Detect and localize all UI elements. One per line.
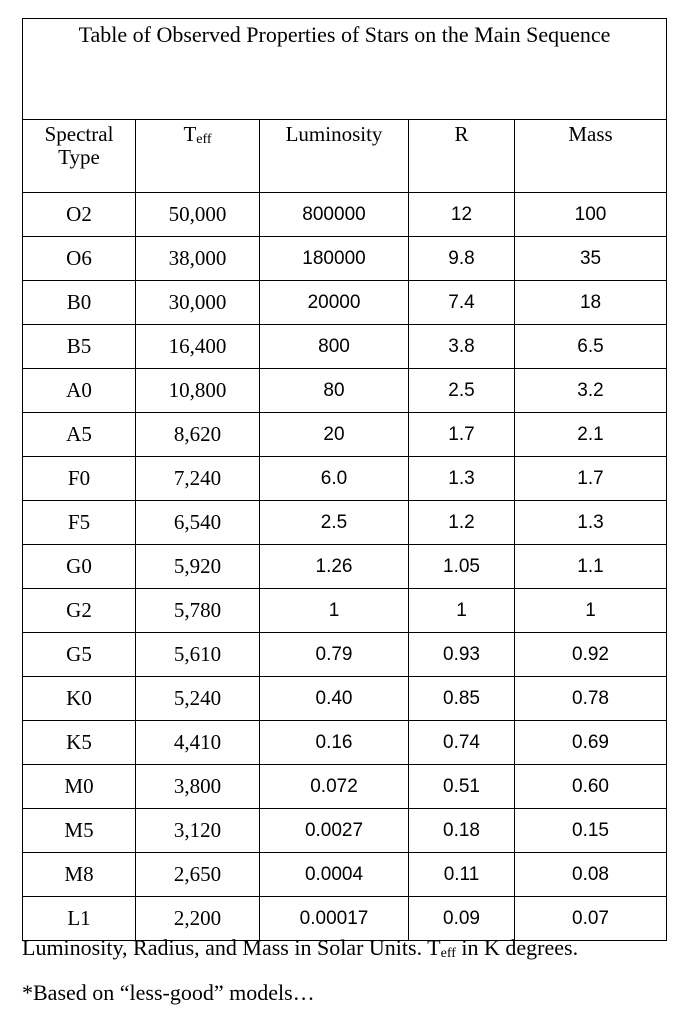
cell-teff: 30,000 — [136, 281, 260, 325]
cell-mass: 0.92 — [515, 633, 667, 677]
cell-mass: 35 — [515, 237, 667, 281]
footnote-units-end: in K degrees. — [455, 935, 579, 960]
cell-mass: 6.5 — [515, 325, 667, 369]
cell-teff: 50,000 — [136, 193, 260, 237]
cell-teff: 10,800 — [136, 369, 260, 413]
cell-luminosity: 800000 — [260, 193, 409, 237]
cell-luminosity: 180000 — [260, 237, 409, 281]
cell-teff: 5,920 — [136, 545, 260, 589]
cell-mass: 0.78 — [515, 677, 667, 721]
cell-luminosity: 800 — [260, 325, 409, 369]
cell-radius: 0.09 — [409, 897, 515, 941]
cell-spectral-type: K5 — [23, 721, 136, 765]
cell-mass: 0.07 — [515, 897, 667, 941]
table-row — [23, 633, 667, 677]
table-row — [23, 897, 667, 941]
footnote-models: *Based on “less-good” models… — [22, 980, 315, 1005]
cell-radius: 1.3 — [409, 457, 515, 501]
header-teff-main: T — [183, 122, 197, 146]
table-row — [23, 369, 667, 413]
table-row — [23, 281, 667, 325]
cell-luminosity: 20 — [260, 413, 409, 457]
table-row — [23, 677, 667, 721]
cell-teff: 2,650 — [136, 853, 260, 897]
cell-radius: 1.05 — [409, 545, 515, 589]
cell-mass: 2.1 — [515, 413, 667, 457]
cell-spectral-type: B0 — [23, 281, 136, 325]
cell-luminosity: 1 — [260, 589, 409, 633]
cell-radius: 7.4 — [409, 281, 515, 325]
cell-mass: 0.60 — [515, 765, 667, 809]
cell-teff: 16,400 — [136, 325, 260, 369]
cell-spectral-type: A5 — [23, 413, 136, 457]
cell-luminosity: 2.5 — [260, 501, 409, 545]
header-spectral-type — [23, 120, 136, 193]
cell-luminosity: 0.79 — [260, 633, 409, 677]
cell-luminosity: 80 — [260, 369, 409, 413]
cell-radius: 0.93 — [409, 633, 515, 677]
cell-radius: 1.7 — [409, 413, 515, 457]
document — [22, 18, 666, 941]
table-row — [23, 193, 667, 237]
cell-radius: 1.2 — [409, 501, 515, 545]
cell-teff: 8,620 — [136, 413, 260, 457]
table-title: Table of Observed Properties of Stars on the Main Sequence — [23, 19, 667, 120]
cell-spectral-type: O2 — [23, 193, 136, 237]
header-spectral-line2: Type — [58, 145, 100, 169]
table-row — [23, 237, 667, 281]
table-row — [23, 765, 667, 809]
cell-spectral-type: O6 — [23, 237, 136, 281]
cell-mass: 3.2 — [515, 369, 667, 413]
header-teff — [136, 120, 260, 193]
cell-radius: 0.11 — [409, 853, 515, 897]
cell-radius: 3.8 — [409, 325, 515, 369]
cell-radius: 0.18 — [409, 809, 515, 853]
cell-spectral-type: K0 — [23, 677, 136, 721]
cell-mass: 100 — [515, 193, 667, 237]
cell-teff: 3,800 — [136, 765, 260, 809]
cell-luminosity: 20000 — [260, 281, 409, 325]
cell-luminosity: 0.16 — [260, 721, 409, 765]
cell-spectral-type: G2 — [23, 589, 136, 633]
cell-spectral-type: F5 — [23, 501, 136, 545]
cell-teff: 38,000 — [136, 237, 260, 281]
cell-mass: 1.7 — [515, 457, 667, 501]
footnote-units-text: Luminosity, Radius, and Mass in Solar Units. T — [22, 935, 441, 960]
cell-radius: 0.51 — [409, 765, 515, 809]
title-row — [23, 19, 667, 120]
cell-luminosity: 6.0 — [260, 457, 409, 501]
cell-spectral-type: A0 — [23, 369, 136, 413]
cell-spectral-type: G0 — [23, 545, 136, 589]
cell-spectral-type: G5 — [23, 633, 136, 677]
cell-radius: 0.85 — [409, 677, 515, 721]
table-row — [23, 457, 667, 501]
cell-radius: 12 — [409, 193, 515, 237]
cell-mass: 0.08 — [515, 853, 667, 897]
header-mass: Mass — [515, 120, 667, 193]
table-row — [23, 501, 667, 545]
cell-luminosity: 0.0004 — [260, 853, 409, 897]
cell-luminosity: 0.40 — [260, 677, 409, 721]
footnote-units — [22, 935, 578, 967]
table-row — [23, 809, 667, 853]
cell-mass: 18 — [515, 281, 667, 325]
cell-mass: 0.69 — [515, 721, 667, 765]
cell-spectral-type: M8 — [23, 853, 136, 897]
cell-mass: 1.1 — [515, 545, 667, 589]
cell-teff: 5,610 — [136, 633, 260, 677]
cell-luminosity: 0.0027 — [260, 809, 409, 853]
header-luminosity: Luminosity — [260, 120, 409, 193]
cell-teff: 7,240 — [136, 457, 260, 501]
cell-teff: 3,120 — [136, 809, 260, 853]
cell-radius: 9.8 — [409, 237, 515, 281]
table-row — [23, 545, 667, 589]
header-spectral-line1: Spectral — [44, 122, 114, 146]
cell-teff: 5,240 — [136, 677, 260, 721]
cell-mass: 1.3 — [515, 501, 667, 545]
cell-spectral-type: M5 — [23, 809, 136, 853]
header-teff-sub: eff — [196, 132, 212, 147]
cell-luminosity: 0.072 — [260, 765, 409, 809]
table-row — [23, 853, 667, 897]
footnote-teff-sub: eff — [440, 946, 456, 961]
cell-spectral-type: F0 — [23, 457, 136, 501]
cell-teff: 6,540 — [136, 501, 260, 545]
cell-radius: 0.74 — [409, 721, 515, 765]
stars-table — [22, 18, 667, 941]
cell-teff: 5,780 — [136, 589, 260, 633]
cell-spectral-type: M0 — [23, 765, 136, 809]
cell-spectral-type: B5 — [23, 325, 136, 369]
table-row — [23, 325, 667, 369]
cell-spectral-type: L1 — [23, 897, 136, 941]
header-radius: R — [409, 120, 515, 193]
table-row — [23, 589, 667, 633]
header-row — [23, 120, 667, 193]
cell-radius: 2.5 — [409, 369, 515, 413]
table-row — [23, 413, 667, 457]
cell-mass: 1 — [515, 589, 667, 633]
cell-teff: 4,410 — [136, 721, 260, 765]
cell-luminosity: 1.26 — [260, 545, 409, 589]
cell-luminosity: 0.00017 — [260, 897, 409, 941]
cell-teff: 2,200 — [136, 897, 260, 941]
table-row — [23, 721, 667, 765]
cell-mass: 0.15 — [515, 809, 667, 853]
cell-radius: 1 — [409, 589, 515, 633]
